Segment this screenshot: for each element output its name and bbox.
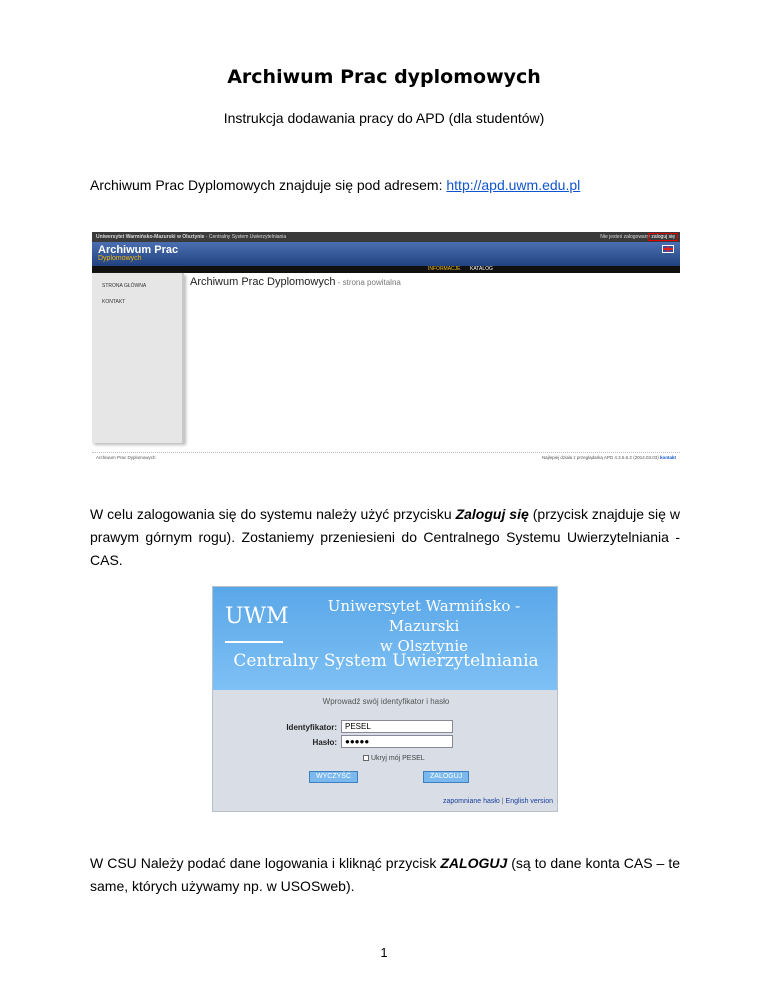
- document-subtitle: Instrukcja dodawania pracy do APD (dla studentów): [223, 110, 545, 126]
- apd-university-name: Uniwersytet Warmińsko-Mazurski w Olsztynie: [96, 234, 205, 240]
- cas-university-line1: Uniwersytet Warmińsko - Mazurski: [327, 597, 521, 635]
- page-number: 1: [380, 945, 388, 960]
- apd-login-status: Nie jesteś zalogowany: [600, 234, 650, 240]
- cas-university-name: [299, 596, 549, 656]
- apd-banner: [92, 242, 680, 266]
- cas-text-after: (są to dane konta CAS – te same, których używamy np. w USOSweb).: [90, 855, 681, 894]
- apd-footer-right: [542, 453, 676, 462]
- login-text-after: (przycisk znajduje się w prawym górnym rogu). Zostaniemy przeniesieni do Centralnego Systemu Uwierzytelniania - CAS.: [90, 506, 681, 568]
- login-text-before: W celu zalogowania się do systemu należy użyć przycisku: [90, 506, 456, 522]
- apd-footer-browser: Najlepiej działa z przeglądarką: [541, 455, 603, 460]
- apd-sidebar-home[interactable]: STRONA GŁÓWNA: [102, 283, 147, 289]
- cas-text-before: W CSU Należy podać dane logowania i kliknąć przycisk: [90, 855, 441, 871]
- document-title: Archiwum Prac dyplomowych: [227, 66, 541, 88]
- cas-password-input[interactable]: ●●●●●: [341, 735, 453, 748]
- apd-heading-sub: - strona powitalna: [335, 278, 401, 287]
- apd-footer-contact[interactable]: kontakt: [659, 455, 676, 460]
- apd-footer: [92, 452, 680, 462]
- cas-banner: [213, 587, 557, 690]
- apd-page-heading: [190, 276, 401, 288]
- apd-screenshot: [92, 232, 680, 462]
- uwm-logo: UWM: [225, 603, 283, 643]
- cas-university-line2: w Olsztynie: [379, 637, 469, 655]
- cas-id-label: Identyfikator:: [286, 723, 337, 732]
- apd-menu-info[interactable]: INFORMACJE: [428, 266, 461, 272]
- cas-english-link[interactable]: English version: [505, 798, 553, 805]
- cas-screenshot: [212, 586, 558, 812]
- address-text: Archiwum Prac Dyplomowych znajduje się pod adresem:: [90, 177, 447, 193]
- apd-url-link[interactable]: http://apd.uwm.edu.pl: [446, 177, 581, 193]
- apd-sidebar-contact[interactable]: KONTAKT: [102, 299, 126, 305]
- apd-footer-left: Archiwum Prac Dyplomowych: [96, 455, 156, 460]
- cas-clear-button[interactable]: WYCZYŚĆ: [309, 771, 358, 783]
- cas-hide-pesel[interactable]: [363, 755, 425, 762]
- cas-hide-pesel-label: Ukryj mój PESEL: [371, 755, 425, 762]
- cas-separator: |: [499, 798, 506, 805]
- apd-brand-sub: Dyplomowych: [98, 255, 142, 262]
- paragraph-cas: [90, 852, 680, 898]
- checkbox-icon[interactable]: [363, 755, 369, 761]
- apd-brand: Archiwum Prac: [98, 244, 179, 256]
- cas-system-name: Centralny System Uwierzytelniania: [233, 651, 539, 671]
- cas-login-button[interactable]: ZALOGUJ: [423, 771, 469, 783]
- cas-links: [443, 798, 553, 805]
- cas-password-label: Hasło:: [312, 738, 337, 747]
- paragraph-address: [90, 174, 680, 197]
- apd-footer-version: APD 4.3.5.6.2 (2014.03.03): [603, 455, 659, 460]
- cas-text-bold: ZALOGUJ: [440, 855, 508, 871]
- uk-flag-icon[interactable]: [662, 245, 674, 253]
- apd-university-sub: - Centralny System Uwierzytelniania: [204, 234, 287, 240]
- login-text-bold: Zaloguj się: [455, 506, 529, 522]
- cas-forgot-link[interactable]: zapomniane hasło: [442, 798, 500, 805]
- apd-menu-catalog[interactable]: KATALOG: [470, 266, 493, 272]
- paragraph-login: [90, 503, 680, 572]
- cas-prompt: Wprowadź swój identyfikator i hasło: [322, 697, 450, 706]
- apd-login-button[interactable]: zaloguj się: [648, 233, 678, 241]
- apd-heading-main: Archiwum Prac Dyplomowych: [190, 276, 336, 288]
- cas-id-input[interactable]: PESEL: [341, 720, 453, 733]
- apd-top-bar: [92, 232, 680, 242]
- apd-sidebar: [92, 273, 184, 443]
- apd-menu-bar: [92, 266, 680, 273]
